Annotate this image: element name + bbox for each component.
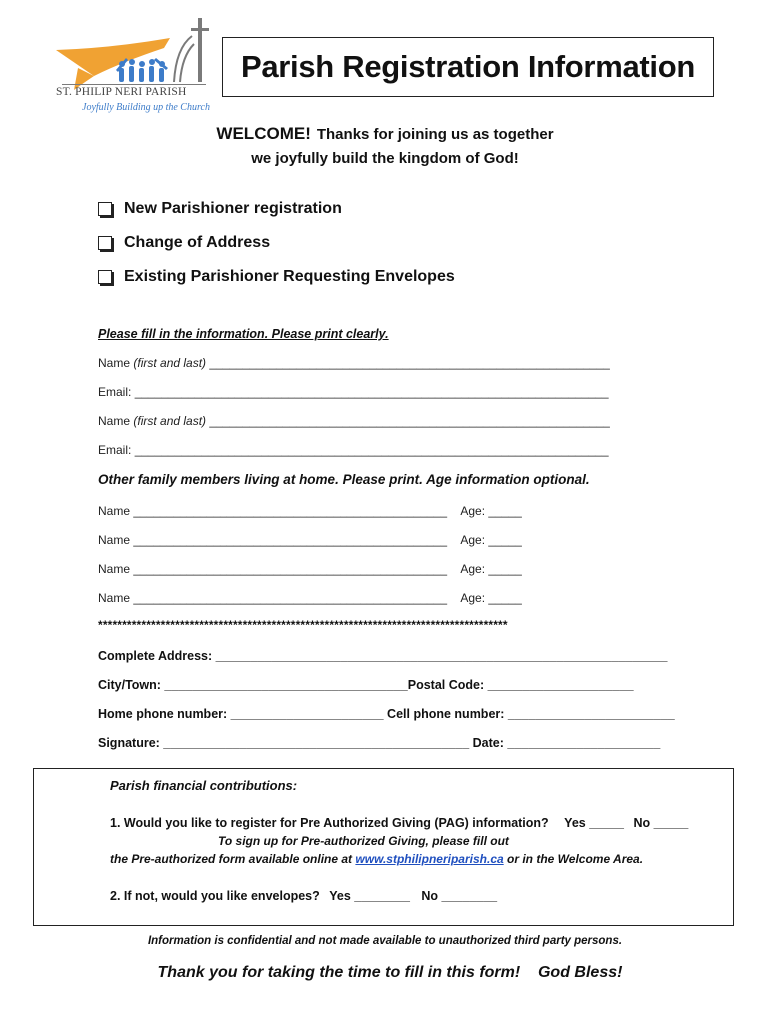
- option-label: Change of Address: [124, 234, 271, 251]
- pag-note-2: [110, 852, 643, 866]
- pag-no-blank[interactable]: No _____: [633, 816, 689, 830]
- family-row[interactable]: [98, 533, 522, 547]
- pag-note-post: or in the Welcome Area.: [507, 852, 644, 866]
- age-blank[interactable]: _____: [488, 591, 522, 605]
- logo-parish-name: ST. PHILIP NERI PARISH: [56, 86, 187, 98]
- field-label: Name: [98, 414, 131, 428]
- checkbox-icon[interactable]: [98, 270, 112, 284]
- family-row[interactable]: [98, 591, 522, 605]
- envelopes-question-text: 2. If not, would you like envelopes?: [110, 889, 320, 903]
- field-blank[interactable]: ____________________________________________________________: [209, 356, 610, 370]
- welcome-text-1: Thanks for joining us as together: [316, 126, 554, 143]
- field-blank[interactable]: _______________________________________________: [133, 591, 448, 605]
- envelopes-yes-blank[interactable]: Yes ________: [329, 889, 410, 903]
- confidentiality-note: Information is confidential and not made available to unauthorized third party persons.: [147, 935, 623, 947]
- envelopes-no-blank[interactable]: No ________: [421, 889, 498, 903]
- field-blank[interactable]: _______________________________________________: [133, 504, 448, 518]
- option-label: New Parishioner registration: [124, 200, 342, 217]
- field-blank[interactable]: _______________________________________________________________________: [134, 385, 609, 399]
- email-field-2[interactable]: [98, 443, 609, 457]
- field-label: Name: [98, 562, 131, 576]
- age-label: Age:: [460, 591, 486, 605]
- age-label: Age:: [460, 504, 486, 518]
- logo-tagline: Joyfully Building up the Church: [82, 102, 210, 113]
- field-hint: (first and last): [133, 414, 207, 428]
- parish-website-link[interactable]: www.stphilipneriparish.ca: [355, 852, 504, 866]
- welcome-line-1: [0, 124, 770, 144]
- age-blank[interactable]: _____: [488, 504, 522, 518]
- financial-heading: Parish financial contributions:: [110, 778, 298, 793]
- separator-stars: *************************************************************************************: [98, 618, 508, 632]
- field-blank[interactable]: _______________________________________________: [133, 562, 448, 576]
- option-label: Existing Parishioner Requesting Envelopes: [124, 268, 455, 285]
- option-change-address[interactable]: [98, 234, 270, 252]
- field-label: Name: [98, 356, 131, 370]
- field-blank[interactable]: _______________________________________________: [133, 533, 448, 547]
- pag-note-1: To sign up for Pre-authorized Giving, please fill out: [218, 834, 509, 848]
- parish-logo: [52, 18, 212, 122]
- pag-question: [110, 816, 688, 830]
- age-blank[interactable]: _____: [488, 533, 522, 547]
- thank-you-note: Thank you for taking the time to fill in this form! God Bless!: [157, 964, 623, 981]
- field-label: Name: [98, 591, 131, 605]
- field-hint: (first and last): [133, 356, 207, 370]
- pag-note-pre: the Pre-authorized form available online at: [110, 852, 353, 866]
- pag-question-text: 1. Would you like to register for Pre Authorized Giving (PAG) information?: [110, 816, 549, 830]
- welcome-line-2: we joyfully build the kingdom of God!: [251, 150, 519, 167]
- age-label: Age:: [460, 533, 486, 547]
- name-field-1[interactable]: [98, 356, 610, 370]
- envelopes-question: [110, 889, 497, 903]
- option-request-envelopes[interactable]: [98, 268, 455, 286]
- family-row[interactable]: [98, 504, 522, 518]
- welcome-lead: WELCOME!: [216, 124, 311, 143]
- option-new-parishioner[interactable]: [98, 200, 342, 218]
- email-field-1[interactable]: [98, 385, 609, 399]
- signature-date-fields[interactable]: Signature: ____________________________________________ Date: ______________________: [98, 736, 661, 750]
- checkbox-icon[interactable]: [98, 202, 112, 216]
- field-label: Name: [98, 504, 131, 518]
- phone-fields[interactable]: Home phone number: ______________________ Cell phone number: ________________________: [98, 707, 675, 721]
- family-row[interactable]: [98, 562, 522, 576]
- instructions: Please fill in the information. Please print clearly.: [98, 327, 389, 341]
- field-blank[interactable]: _______________________________________________________________________: [134, 443, 609, 457]
- field-blank[interactable]: ____________________________________________________________: [209, 414, 610, 428]
- family-heading: Other family members living at home. Please print. Age information optional.: [98, 472, 590, 487]
- field-label: Email:: [98, 385, 132, 399]
- name-field-2[interactable]: [98, 414, 610, 428]
- pag-yes-blank[interactable]: Yes _____: [564, 816, 624, 830]
- field-label: Email:: [98, 443, 132, 457]
- page-title: Parish Registration Information: [222, 37, 714, 97]
- age-blank[interactable]: _____: [488, 562, 522, 576]
- checkbox-icon[interactable]: [98, 236, 112, 250]
- city-postal-field[interactable]: City/Town: ___________________________________Postal Code: _____________________: [98, 678, 634, 692]
- field-label: Name: [98, 533, 131, 547]
- complete-address-field[interactable]: Complete Address: _________________________________________________________________: [98, 649, 668, 663]
- age-label: Age:: [460, 562, 486, 576]
